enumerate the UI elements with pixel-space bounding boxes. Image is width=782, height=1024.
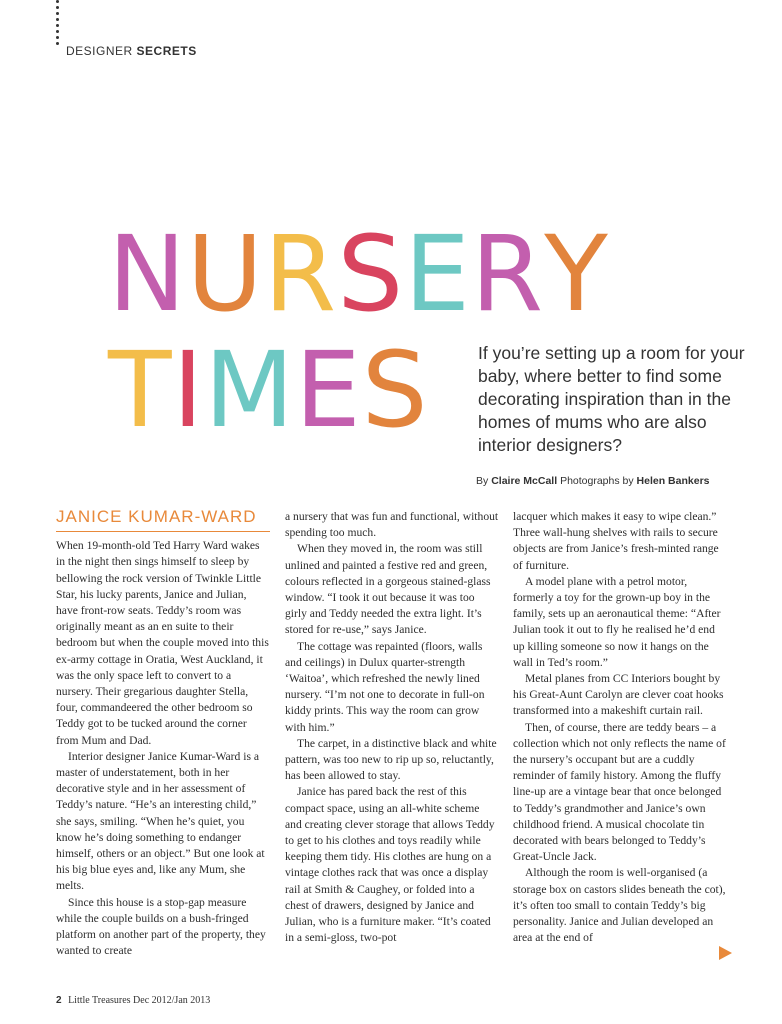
footer xyxy=(56,995,210,1006)
title-letter: I xyxy=(172,329,205,451)
column-3 xyxy=(513,509,727,946)
title-letter: N xyxy=(108,213,187,335)
title-letter: E xyxy=(404,213,471,335)
byline-photographer: Helen Bankers xyxy=(636,475,710,487)
body-paragraph: When they moved in, the room was still unlined and painted a festive red and green, colours reflected in a gorgeous stained-glass window. “I took it out because it was too girly and Teddy needed the extra light. It’s stored for re-use,” says Janice. xyxy=(285,542,491,637)
section-label xyxy=(66,44,197,58)
title-letter: U xyxy=(186,213,264,335)
byline-photos-label: Photographs by xyxy=(560,475,634,487)
standfirst: If you’re setting up a room for your baby, where better to find some decorating inspiration than in the homes of mums who are also interior designers? xyxy=(478,343,745,455)
section-bold: SECRETS xyxy=(136,44,197,58)
profile-heading: JANICE KUMAR-WARD xyxy=(56,509,270,532)
body-paragraph: A model plane with a petrol motor, formerly a toy for the grown-up boy in the family, sets up an aeronautical theme: “After Julian took it out to fly he realised he’d end up killing someone so now it hangs on the wall in Ted’s room.” xyxy=(513,574,721,669)
body-paragraph: Interior designer Janice Kumar-Ward is a master of understatement, both in her decorative style and in her assessment of Teddy’s nature. “He’s an interesting child,” she says, smiling. “When he’s quiet, you know he’s doing something to endanger himself, others or an object.” But one look at his big blue eyes and, like any Mum, she melts. xyxy=(56,749,265,893)
publication-name: Little Treasures Dec 2012/Jan 2013 xyxy=(68,995,211,1006)
body-paragraph: lacquer which makes it easy to wipe clean.” Three wall-hung shelves with rails to secure objects are from Janice’s fresh-minted range of furniture. xyxy=(513,510,719,572)
title-letter: S xyxy=(361,329,429,451)
body-paragraph: When 19-month-old Ted Harry Ward wakes in the night then sings himself to sleep by bellowing the rock version of Twinkle Little Star, his lucky parents, Janice and Julian, have front-row seats. Teddy’s room was originally meant as an en suite to their bedroom but when the couple moved into this ex-army cottage in Oratia, West Auckland, it was the only space left to convert to a nursery. Their gregarious daughter Stella, four, commandeered the other bedroom so Teddy got to be tucked around the corner from Mum and Dad. xyxy=(56,539,269,747)
title-letter: S xyxy=(337,213,405,335)
byline xyxy=(476,475,710,487)
continue-arrow-icon xyxy=(719,946,732,960)
title-letter: Y xyxy=(544,213,609,335)
title-line-2 xyxy=(108,329,429,451)
byline-by: By xyxy=(476,475,489,487)
body-paragraph: Then, of course, there are teddy bears – a collection which not only reflects the name of the nursery’s occupant but are a cuddly reminder of family history. Among the fluffy line-up are a vintage bear that once belonged to Teddy’s grandmother and Janice’s own childhood friend. A musical chocolate tin decorated with bears belonged to Teddy’s Great-Uncle Jack. xyxy=(513,720,726,864)
title-letter: R xyxy=(263,213,338,335)
column-1 xyxy=(56,509,270,959)
title-letter: T xyxy=(108,329,173,451)
title-letter: R xyxy=(470,213,545,335)
body-paragraph: Although the room is well-organised (a storage box on castors slides beneath the cot), it’s often too small to contain Teddy’s big personality. Janice and Julian developed an area at the end of xyxy=(513,866,726,945)
body-paragraph: Janice has pared back the rest of this compact space, using an all-white scheme and creating clever storage that allows Teddy to get to his clothes and toys readily while keeping them tidy. His clothes are hung on a vintage clothes rack that was once a display rail at Smith & Caughey, or folded into a chest of drawers, designed by Janice and Julian, who is a furniture maker. “It’s coated in a semi-gloss, two-pot xyxy=(285,785,495,945)
title-letter: E xyxy=(294,329,362,451)
body-paragraph: The cottage was repainted (floors, walls and ceilings) in Dulux quarter-strength ‘Waitoa’, which refreshed the newly lined nursery. “I’m not one to decorate in full-on kiddy prints. This way the room can grow with him.” xyxy=(285,639,485,734)
body-paragraph: a nursery that was fun and functional, without spending too much. xyxy=(285,510,499,540)
column-2 xyxy=(285,509,499,946)
page-number: 2 xyxy=(56,995,62,1006)
title-letter: M xyxy=(204,329,295,451)
byline-author: Claire McCall xyxy=(491,475,558,487)
body-paragraph: Since this house is a stop-gap measure while the couple builds on a bush-fringed platform on another part of the property, they wanted to create xyxy=(56,895,266,958)
section-prefix: DESIGNER xyxy=(66,44,133,58)
decorative-dots xyxy=(56,0,60,48)
title-line-1 xyxy=(108,213,609,335)
body-paragraph: Metal planes from CC Interiors bought by his Great-Aunt Carolyn are clever coat hooks transformed into a makeshift curtain rail. xyxy=(513,672,724,718)
body-paragraph: The carpet, in a distinctive black and white pattern, was too new to rip up so, reluctantly, has been allowed to stay. xyxy=(285,736,497,783)
